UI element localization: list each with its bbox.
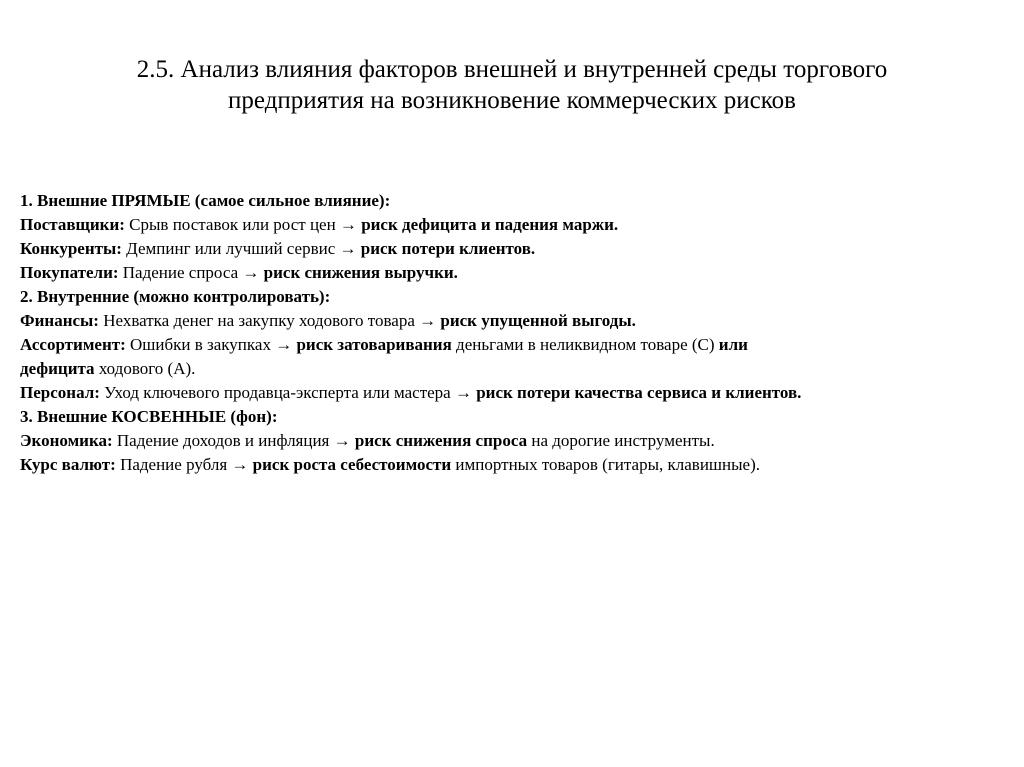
slide-body	[20, 189, 1010, 477]
bold-text: риск упущенной выгоды.	[440, 311, 636, 330]
text: ходового (А).	[94, 359, 196, 378]
bold-text: риск роста себестоимости	[252, 455, 452, 474]
text: Демпинг или лучший сервис →	[126, 239, 361, 258]
bold-text: дефицита	[20, 359, 95, 378]
bold-text: или	[718, 335, 748, 354]
text-line	[20, 189, 1010, 213]
text-line	[20, 429, 1010, 453]
slide-title	[0, 54, 1024, 116]
slide-title-line-2: предприятия на возникновение коммерческих рисков	[228, 87, 796, 114]
text: Уход ключевого продавца-эксперта или мастера →	[104, 383, 477, 402]
text-line	[20, 213, 1010, 237]
bold-text: Финансы:	[20, 311, 104, 330]
bold-text: риск потери клиентов.	[360, 239, 536, 258]
bold-text: Конкуренты:	[20, 239, 127, 258]
text-line	[20, 381, 1010, 405]
text: Нехватка денег на закупку ходового товара →	[103, 311, 441, 330]
text-line	[20, 285, 1010, 309]
text-line	[20, 309, 1010, 333]
text-line	[20, 261, 1010, 285]
text: Падение спроса →	[122, 263, 264, 282]
text: Ошибки в закупках →	[130, 335, 297, 354]
text-line	[20, 333, 1010, 357]
bold-text: 3. Внешние КОСВЕННЫЕ (фон):	[20, 407, 278, 426]
text-line	[20, 405, 1010, 429]
text: Падение рубля →	[120, 455, 253, 474]
slide-title-line-1: 2.5. Анализ влияния факторов внешней и внутренней среды торгового	[136, 56, 888, 83]
bold-text: Экономика:	[20, 431, 117, 450]
text: на дорогие инструменты.	[527, 431, 715, 450]
text: Падение доходов и инфляция →	[116, 431, 355, 450]
bold-text: Покупатели:	[20, 263, 123, 282]
bold-text: Персонал:	[20, 383, 105, 402]
bold-text: Курс валют:	[20, 455, 121, 474]
bold-text: риск затоваривания	[296, 335, 452, 354]
bold-text: риск снижения спроса	[354, 431, 528, 450]
bold-text: Ассортимент:	[20, 335, 131, 354]
bold-text: риск снижения выручки.	[263, 263, 458, 282]
text-line	[20, 237, 1010, 261]
text: деньгами в неликвидном товаре (С)	[451, 335, 719, 354]
text: Срыв поставок или рост цен →	[129, 215, 362, 234]
text-line	[20, 453, 1010, 477]
bold-text: риск дефицита и падения маржи.	[361, 215, 619, 234]
bold-text: 2. Внутренние (можно контролировать):	[20, 287, 331, 306]
text-line	[20, 357, 1010, 381]
bold-text: 1. Внешние ПРЯМЫЕ (самое сильное влияние):	[20, 191, 391, 210]
bold-text: риск потери качества сервиса и клиентов.	[476, 383, 802, 402]
text: импортных товаров (гитары, клавишные).	[451, 455, 760, 474]
bold-text: Поставщики:	[20, 215, 130, 234]
